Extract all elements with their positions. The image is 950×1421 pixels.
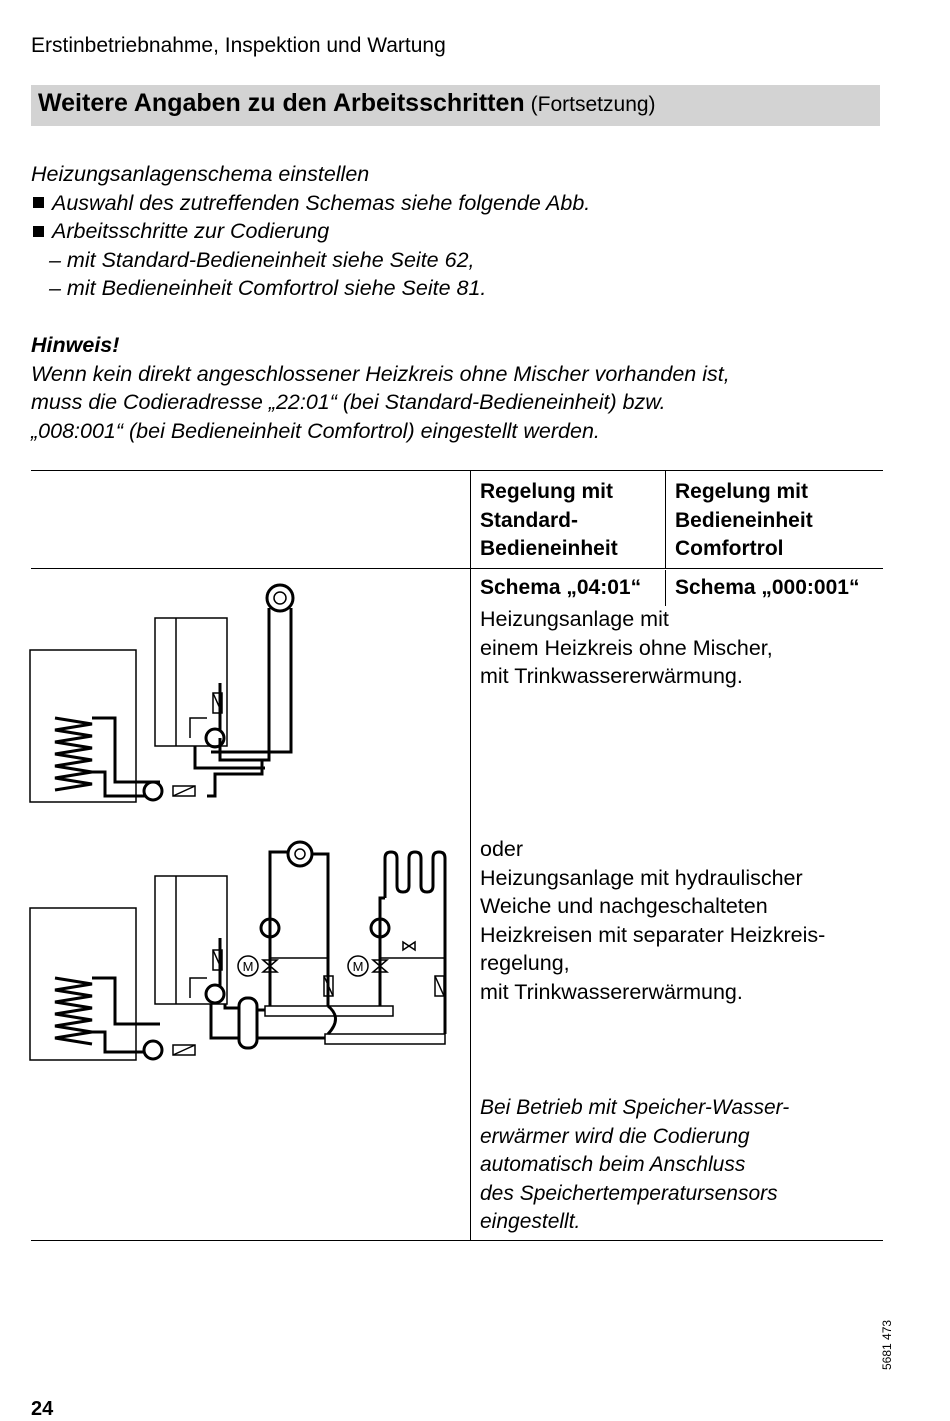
note-line: automatisch beim Anschluss: [480, 1153, 746, 1176]
desc-line: mit Trinkwassererwärmung.: [480, 979, 743, 1004]
note-line: „008:001“ (bei Bedieneinheit Comfortrol) eingestellt werden.: [31, 418, 600, 443]
hydraulic-separator: [239, 998, 257, 1048]
radiator-icon: [288, 842, 312, 866]
heating-coil-icon: [55, 718, 92, 790]
intro-heading: Heizungsanlagenschema einstellen: [31, 162, 370, 186]
bullet-item: [31, 217, 590, 246]
description-2: [480, 835, 825, 1006]
header-line: Bedieneinheit: [675, 508, 813, 532]
check-valve-icon: [403, 942, 415, 950]
schema-diagram-2: [25, 838, 455, 1068]
bullet-text: Auswahl des zutreffenden Schemas siehe folgende Abb.: [52, 190, 591, 215]
header-line: Bedieneinheit: [480, 537, 618, 560]
bullet-item: [31, 189, 590, 218]
header-line: Regelung mit: [480, 480, 614, 503]
desc-line: Heizungsanlage mit hydraulischer: [480, 865, 803, 890]
description-1: [480, 605, 773, 691]
desc-line: einem Heizkreis ohne Mischer,: [480, 635, 773, 660]
sub-item: – mit Standard-Bedieneinheit siehe Seite 62,: [49, 247, 475, 272]
desc-line: Heizkreisen mit separater Heizkreis-: [480, 922, 826, 947]
desc-line: oder: [480, 837, 524, 861]
note-line: muss die Codieradresse „22:01“ (bei Standard-Bedieneinheit) bzw.: [31, 390, 666, 414]
col-header-standard: [480, 478, 618, 564]
header-line: Comfortrol: [675, 537, 784, 560]
note-block: [31, 331, 730, 445]
table-top-rule: [31, 470, 883, 471]
note-line: Bei Betrieb mit Speicher-Wasser-: [480, 1096, 790, 1119]
intro-block: [31, 160, 590, 303]
note-line: erwärmer wird die Codierung: [480, 1124, 750, 1148]
pump-icon: [144, 1041, 162, 1059]
schema-col-divider: [665, 570, 666, 606]
section-header: Erstinbetriebnahme, Inspektion und Wartung: [31, 34, 446, 57]
page-title: [38, 89, 656, 118]
table-bottom-rule: [31, 1240, 883, 1241]
sub-item: – mit Bedieneinheit Comfortrol siehe Seite 81.: [49, 276, 487, 300]
page-number: 24: [31, 1398, 54, 1420]
table-col-divider: [470, 470, 471, 1241]
desc-line: regelung,: [480, 951, 570, 975]
col-header-comfortrol: [675, 478, 813, 564]
bullet-square-icon: [33, 226, 44, 237]
schema-diagram-1: [25, 578, 335, 810]
heating-coil-icon: [55, 978, 92, 1044]
header-col-divider: [665, 470, 666, 568]
bullet-square-icon: [33, 197, 44, 208]
schema-comfortrol: Schema „000:001“: [675, 576, 860, 599]
distribution-bar: [325, 1034, 445, 1044]
motor-label: M: [242, 959, 254, 974]
desc-line: Weiche und nachgeschalteten: [480, 894, 768, 918]
header-line: Regelung mit: [675, 480, 809, 503]
title-bar: [31, 85, 880, 126]
header-line: Standard-: [480, 508, 579, 532]
desc-line: mit Trinkwassererwärmung.: [480, 664, 743, 688]
title-sub: (Fortsetzung): [530, 93, 656, 116]
title-main: Weitere Angaben zu den Arbeitsschritten: [38, 89, 525, 117]
table-header-rule: [31, 568, 883, 569]
operation-note: [480, 1094, 789, 1237]
pump-icon: [144, 782, 162, 800]
motor-label: M: [352, 959, 364, 974]
desc-line: Heizungsanlage mit: [480, 607, 669, 631]
bullet-text: Arbeitsschritte zur Codierung: [52, 219, 330, 243]
radiator-icon: [267, 585, 293, 611]
doc-number: 5681 473: [880, 1319, 894, 1370]
boiler: [155, 618, 227, 746]
note-line: Wenn kein direkt angeschlossener Heizkreis ohne Mischer vorhanden ist,: [31, 361, 730, 386]
note-line: eingestellt.: [480, 1210, 581, 1233]
schema-standard: Schema „04:01“: [480, 576, 642, 599]
note-line: des Speichertemperatursensors: [480, 1181, 778, 1205]
pump-icon: [206, 985, 224, 1003]
note-label: Hinweis!: [31, 333, 120, 357]
floor-heating-icon: [385, 852, 445, 898]
